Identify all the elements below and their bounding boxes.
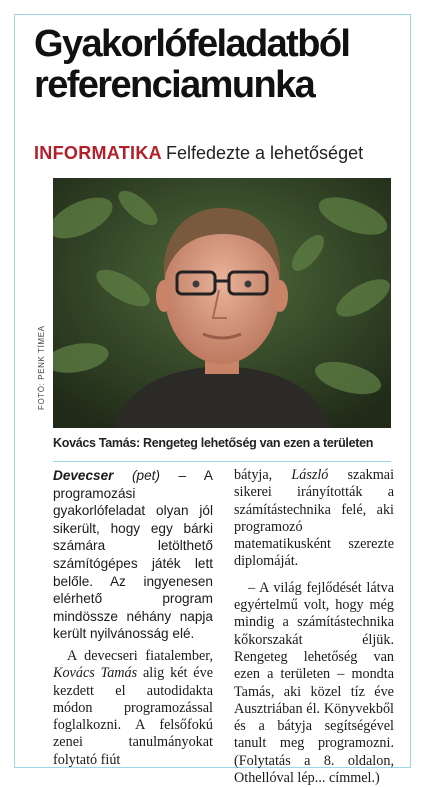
body-paragraph-1-a: A devecseri fiatalember, bbox=[67, 648, 213, 664]
body-paragraph-2 bbox=[234, 467, 394, 571]
body-paragraph-2-b: szakmai sikerei irányították a számítástechnika felé, aki programozó matematikusként szerezte diplomáját. bbox=[234, 467, 395, 570]
photo-caption: Kovács Tamás: Rengeteg lehetőség van ezen a területen bbox=[53, 436, 374, 450]
body-paragraph-1-b: alig két éve kezdett el autodidakta módon programozással foglalkozni. A felsőfokú zenei tanulmányokat folytató fiút bbox=[53, 665, 213, 768]
dateline-author: (pet) bbox=[113, 468, 160, 483]
subheadline: Felfedezte a lehetőséget bbox=[165, 143, 364, 163]
kicker-line bbox=[34, 141, 404, 165]
body-paragraph-1 bbox=[53, 648, 213, 769]
right-column bbox=[234, 467, 394, 787]
body-paragraph-2-a: bátyja, bbox=[234, 467, 292, 483]
paragraph-gap bbox=[234, 571, 394, 580]
person-name-laszlo: László bbox=[291, 467, 329, 483]
lead-paragraph bbox=[53, 467, 213, 643]
portrait-illustration bbox=[53, 178, 391, 428]
dateline-place: Devecser bbox=[53, 468, 114, 483]
person-name-tamas: Kovács Tamás bbox=[53, 665, 138, 682]
body-paragraph-3: – A világ fejlődését látva egyértelmű volt, hogy még mindig a számítástechnika kőkorszakát éljük. Rengeteg lehetőség van ezen a területen – mondta Tamás, aki közel tíz éve Ausztriában él. Könyvekből és a bátyja segítségével tanult meg programozni. (Folytatás a 8. oldalon, Othellóval lép... címmel.) bbox=[234, 579, 394, 787]
headline: Gyakorlófeladatból referenciamunka bbox=[34, 23, 350, 106]
rubric-label: INFORMATIKA bbox=[34, 143, 162, 163]
caption-divider bbox=[53, 461, 391, 462]
photo-credit: FOTÓ: PENK TÍMEA bbox=[37, 325, 46, 410]
portrait-photo bbox=[53, 178, 391, 428]
lead-text: – A programozási gyakorlófeladat olyan jól sikerült, hogy egy bárki számára letölthető számítógépes játék lett belőle. Az ingyenesen elérhető program mindössze néhány napja került nyilvánosság elé. bbox=[53, 468, 213, 642]
